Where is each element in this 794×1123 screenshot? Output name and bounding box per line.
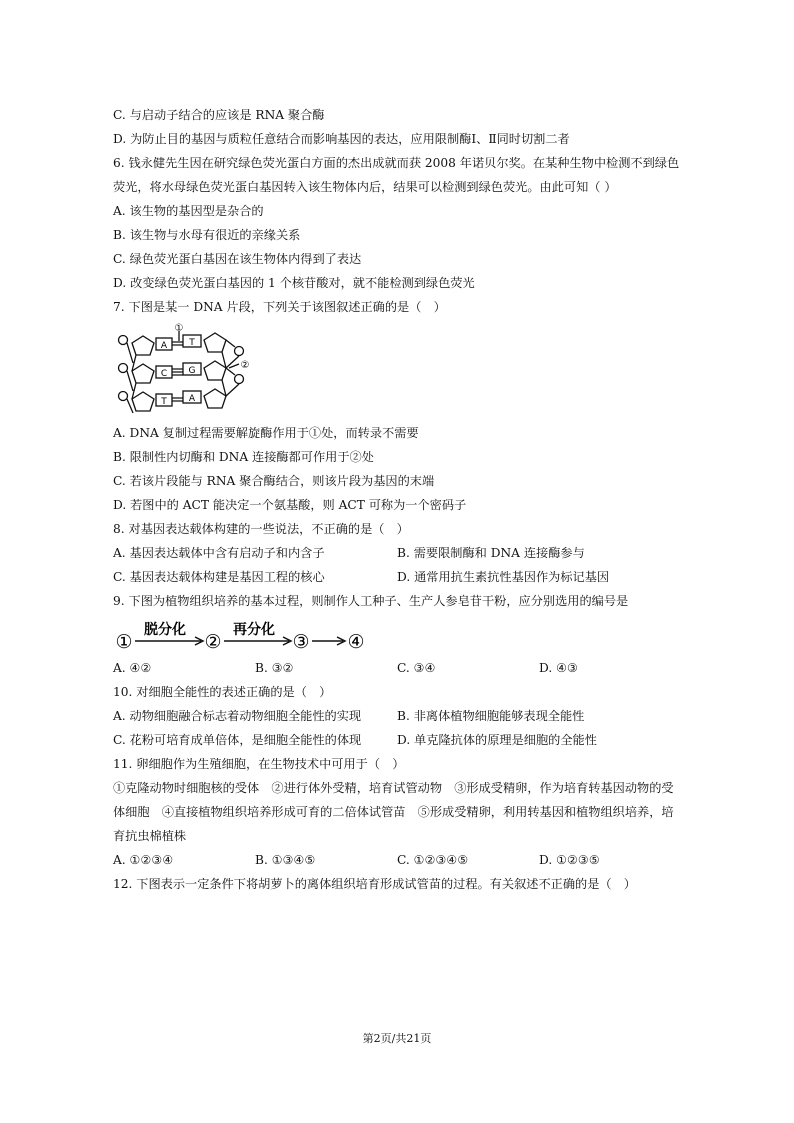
dna-base-a-right: A <box>188 394 196 404</box>
q7-option-c: C. 若该片段能与 RNA 聚合酶结合，则该片段为基因的末端 <box>113 474 435 488</box>
q6-option-b: B. 该生物与水母有很近的亲缘关系 <box>113 228 301 242</box>
q11-items-line3: 育抗虫棉植株 <box>113 829 187 843</box>
q12-stem: 12. 下图表示一定条件下将胡萝卜的离体组织培育形成试管苗的过程。有关叙述不正确的是（ ） <box>113 877 636 891</box>
q10-option-b: B. 非离体植物细胞能够表现全能性 <box>397 709 585 723</box>
flow-redifferentiation-label: 再分化 <box>233 622 275 638</box>
q8-stem: 8. 对基因表达载体构建的一些说法，不正确的是（ ） <box>113 522 409 536</box>
q6-option-d: D. 改变绿色荧光蛋白基因的 1 个核苷酸对，就不能检测到绿色荧光 <box>113 276 475 290</box>
dna-base-g-right: G <box>188 366 196 376</box>
q5-option-c: C. 与启动子结合的应该是 RNA 聚合酶 <box>113 108 325 122</box>
flow-step-1: ① <box>115 631 133 653</box>
q11-option-a: A. ①②③④ <box>113 853 174 867</box>
q11-option-b: B. ①③④⑤ <box>255 853 316 867</box>
dna-base-a-left: A <box>160 341 168 351</box>
q11-stem: 11. 卵细胞作为生殖细胞，在生物技术中可用于（ ） <box>113 757 405 771</box>
q9-stem: 9. 下图为植物组织培养的基本过程，则制作人工种子、生产人参皂苷干粉，应分别选用的编号是 <box>113 594 629 608</box>
q8-option-a: A. 基因表达载体中含有启动子和内含子 <box>113 546 325 560</box>
q10-option-a: A. 动物细胞融合标志着动物细胞全能性的实现 <box>113 709 362 723</box>
q8-option-d: D. 通常用抗生素抗性基因作为标记基因 <box>397 570 610 584</box>
q7-stem: 7. 下图是某一 DNA 片段，下列关于该图叙述正确的是（ ） <box>113 300 446 314</box>
q11-option-c: C. ①②③④⑤ <box>397 853 469 867</box>
dna-base-c-left: C <box>160 369 168 379</box>
q6-stem-line2: 荧光，将水母绿色荧光蛋白基因转入该生物体内后，结果可以检测到绿色荧光。由此可知（ ） <box>113 180 617 194</box>
dna-label-1: ① <box>174 323 184 334</box>
q11-items-line1: ①克隆动物时细胞核的受体 ②进行体外受精，培育试管动物 ③形成受精卵，作为培育转基因动物的受 <box>113 781 674 795</box>
q10-option-d: D. 单克隆抗体的原理是细胞的全能性 <box>397 733 597 747</box>
dna-base-t-right: T <box>189 338 195 348</box>
q6-option-a: A. 该生物的基因型是杂合的 <box>113 204 264 218</box>
dna-fragment-figure <box>113 323 263 419</box>
q7-option-d: D. 若图中的 ACT 能决定一个氨基酸，则 ACT 可称为一个密码子 <box>113 498 467 512</box>
dna-base-t-left: T <box>161 397 167 407</box>
q7-option-b: B. 限制性内切酶和 DNA 连接酶都可作用于②处 <box>113 450 374 464</box>
flow-dedifferentiation-label: 脱分化 <box>144 622 186 638</box>
q11-items-line2: 体细胞 ④直接植物组织培养形成可育的二倍体试管苗 ⑤形成受精卵，利用转基因和植物组织培养，培 <box>113 805 674 819</box>
q9-option-a: A. ④② <box>113 661 152 675</box>
q11-option-d: D. ①②③⑤ <box>539 853 600 867</box>
q10-stem: 10. 对细胞全能性的表述正确的是（ ） <box>113 685 332 699</box>
q8-option-b: B. 需要限制酶和 DNA 连接酶参与 <box>397 546 585 560</box>
dna-label-2: ② <box>240 360 250 371</box>
q8-option-c: C. 基因表达载体构建是基因工程的核心 <box>113 570 325 584</box>
tissue-culture-flow <box>113 617 373 653</box>
q9-option-c: C. ③④ <box>397 661 436 675</box>
q6-stem-line1: 6. 钱永健先生因在研究绿色荧光蛋白方面的杰出成就而获 2008 年诺贝尔奖。在某种生物中检测不到绿色 <box>113 156 680 170</box>
page-footer: 第2页/共21页 <box>362 1032 432 1045</box>
flow-step-2: ② <box>204 631 222 653</box>
q6-option-c: C. 绿色荧光蛋白基因在该生物体内得到了表达 <box>113 252 362 266</box>
flow-step-3: ③ <box>292 631 310 653</box>
flow-step-4: ④ <box>347 631 365 653</box>
q9-option-b: B. ③② <box>255 661 294 675</box>
q5-option-d: D. 为防止目的基因与质粒任意结合而影响基因的表达，应用限制酶Ⅰ、Ⅱ同时切割二者 <box>113 132 570 146</box>
q9-option-d: D. ④③ <box>539 661 578 675</box>
q7-option-a: A. DNA 复制过程需要解旋酶作用于①处，而转录不需要 <box>113 426 419 440</box>
q10-option-c: C. 花粉可培育成单倍体，是细胞全能性的体现 <box>113 733 362 747</box>
